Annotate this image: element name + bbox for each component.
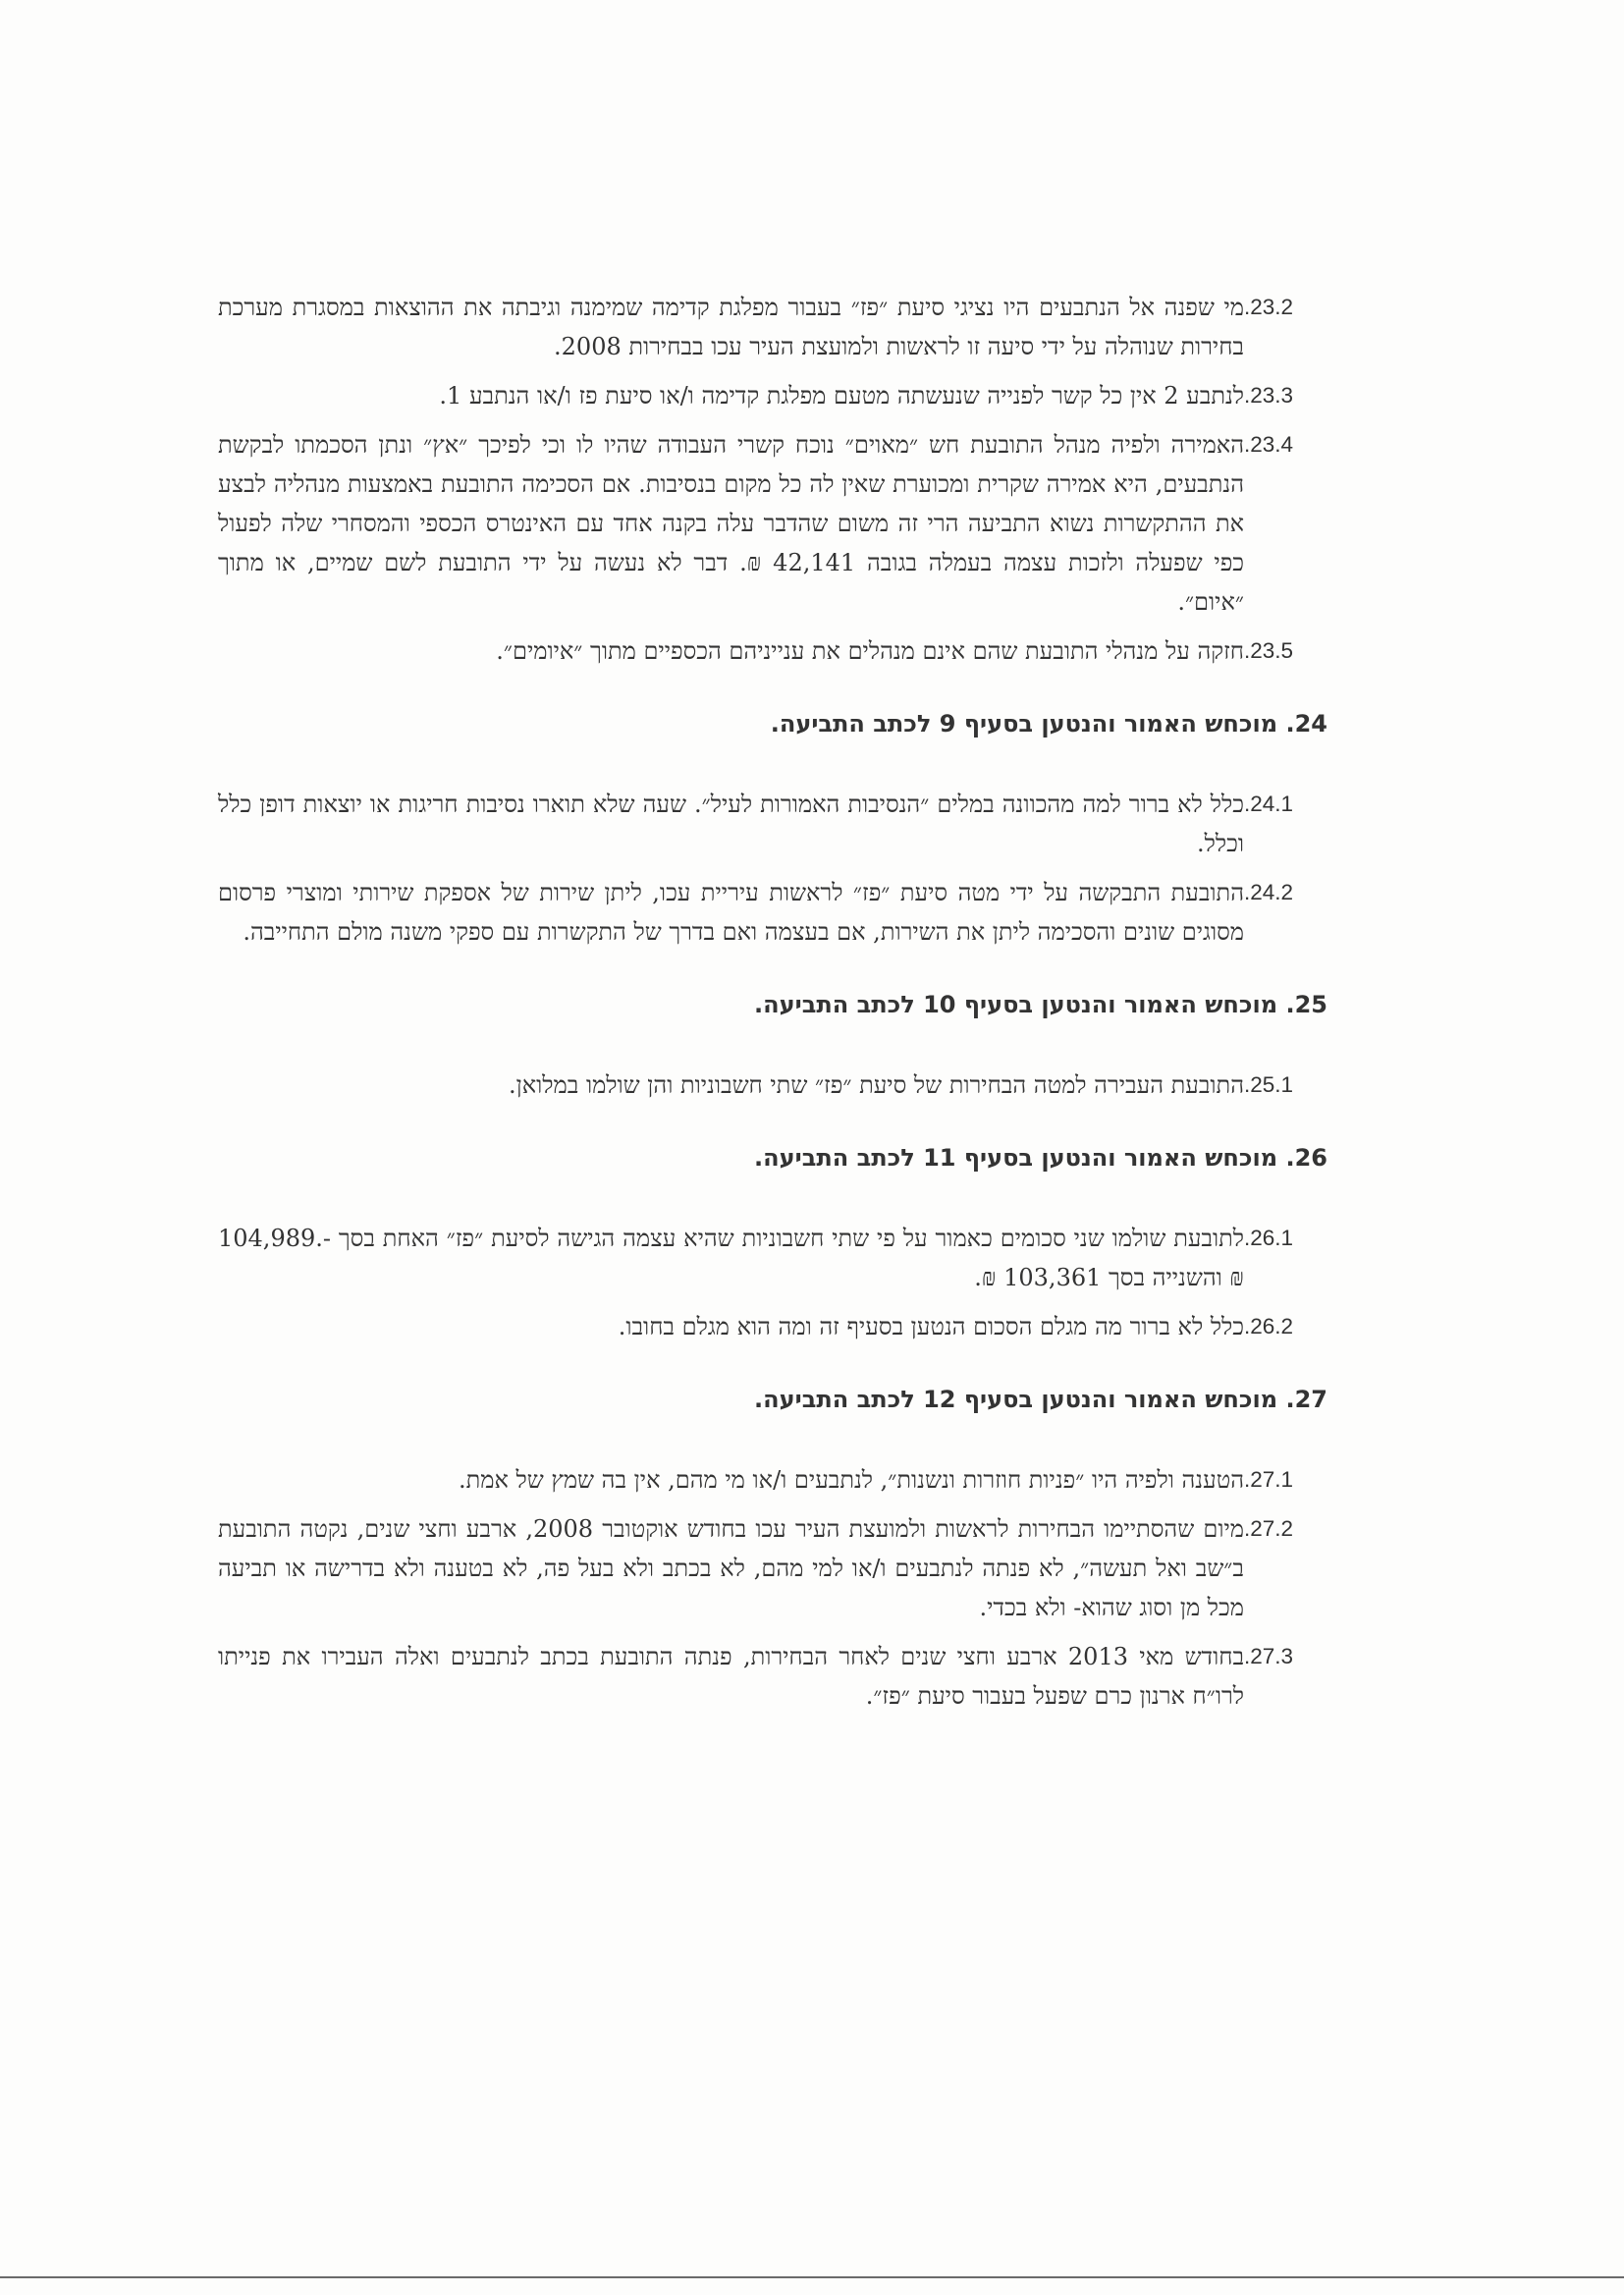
clause-text: התובעת התבקשה על ידי מטה סיעת ״פז״ לראשות עיריית עכו, ליתן שירות של אספקת שירותי ומוצרי פרסום מסוגים שונים והסכימה ליתן את השירות, אם בעצמה ואם בדרך של התקשרות עם ספקי משנה מולם התחייבה. xyxy=(218,879,1244,946)
clause-number: .26.1 xyxy=(1244,1226,1294,1250)
clause-number: .26.2 xyxy=(1244,1314,1294,1339)
section-25-heading: 25. מוכחש האמור והנטען בסעיף 10 לכתב התביעה. xyxy=(754,991,1327,1018)
clause-text: בחודש מאי 2013 ארבע וחצי שנים לאחר הבחירות, פנתה התובעת בכתב לנתבעים ואלה העבירו את פנייתו לרו״ח ארנון כרם שפעל בעבור סיעת ״פז״. xyxy=(218,1643,1245,1710)
clause-text: מיום שהסתיימו הבחירות לראשות ולמועצת העיר עכו בחודש אוקטובר 2008, ארבע וחצי שנים, נקטה התובעת ב״שב ואל תעשה״, לא פנתה לנתבעים ו/או למי מהם, לא בכתב ולא בעל פה, לא בטענה ולא בדרישה או תביעה מכל מן וסוג שהוא- ולא בכדי. xyxy=(218,1515,1244,1621)
clause-23-2 xyxy=(218,288,1327,366)
clause-23-5 xyxy=(218,631,1327,671)
clause-text: מי שפנה אל הנתבעים היו נציגי סיעת ״פז״ בעבור מפלגת קדימה שמימנה וגיבתה את ההוצאות במסגרת מערכת בחירות שנוהלה על ידי סיעה זו לראשות ולמועצת העיר עכו בבחירות 2008. xyxy=(218,294,1244,360)
clause-number: .27.1 xyxy=(1244,1467,1294,1492)
clause-number: .27.2 xyxy=(1244,1516,1294,1541)
clause-text: כלל לא ברור מה מגלם הסכום הנטען בסעיף זה ומה הוא מגלם בחובו. xyxy=(618,1313,1244,1340)
clause-number: .27.3 xyxy=(1244,1644,1294,1668)
clause-24-2 xyxy=(218,873,1327,952)
clause-27-1 xyxy=(218,1460,1327,1500)
clause-23-4 xyxy=(218,425,1327,622)
clause-text: האמירה ולפיה מנהל התובעת חש ״מאוים״ נוכח קשרי העבודה שהיו לו וכי לפיכך ״אץ״ ונתן הסכמתו לבקשת הנתבעים, היא אמירה שקרית ומכוערת שאין לה כל מקום בנסיבות. אם הסכימה התובעת באמצעות מנהליה לבצע את ההתקשרות נשוא התביעה הרי זה משום שהדבר עלה בקנה אחד עם האינטרס הכספי והמסחרי שלה לפעול כפי שפעלה ולזכות עצמה בעמלה בגובה 42,141 ₪. דבר לא נעשה על ידי התובעת לשם שמיים, או מתוך ״איום״. xyxy=(218,431,1244,616)
clause-26-1 xyxy=(218,1219,1327,1297)
clause-25-1 xyxy=(218,1066,1327,1105)
clause-text: הטענה ולפיה היו ״פניות חוזרות ונשנות״, לנתבעים ו/או מי מהם, אין בה שמץ של אמת. xyxy=(458,1466,1244,1494)
clause-23-3 xyxy=(218,376,1327,415)
clause-text: לתובעת שולמו שני סכומים כאמור על פי שתי חשבוניות שהיא עצמה הגישה לסיעת ״פז״ האחת בסך -.104,989 ₪ והשנייה בסך 103,361 ₪. xyxy=(218,1225,1244,1291)
clause-number: .25.1 xyxy=(1244,1072,1294,1097)
clause-number: .24.2 xyxy=(1244,880,1294,904)
clause-number: .24.1 xyxy=(1244,792,1294,816)
document-body xyxy=(218,288,1327,1725)
section-27-heading: 27. מוכחש האמור והנטען בסעיף 12 לכתב התביעה. xyxy=(754,1386,1327,1413)
clause-text: התובעת העבירה למטה הבחירות של סיעת ״פז״ שתי חשבוניות והן שולמו במלואן. xyxy=(509,1071,1244,1099)
clause-number: .23.2 xyxy=(1244,295,1294,319)
clause-27-2 xyxy=(218,1509,1327,1627)
clause-text: לנתבע 2 אין כל קשר לפנייה שנעשתה מטעם מפלגת קדימה ו/או סיעת פז ו/או הנתבע 1. xyxy=(439,382,1244,410)
section-24-heading: 24. מוכחש האמור והנטען בסעיף 9 לכתב התביעה. xyxy=(770,710,1327,738)
clause-number: .23.4 xyxy=(1244,432,1294,457)
clause-24-1 xyxy=(218,785,1327,863)
clause-text: חזקה על מנהלי התובעת שהם אינם מנהלים את ענייניהם הכספיים מתוך ״איומים״. xyxy=(496,637,1244,665)
clause-text: כלל לא ברור למה מהכוונה במלים ״הנסיבות האמורות לעיל״. שעה שלא תוארו נסיבות חריגות או יוצאות דופן כלל וכלל. xyxy=(218,791,1244,857)
page-bottom-rule xyxy=(0,2276,1624,2278)
section-26-heading: 26. מוכחש האמור והנטען בסעיף 11 לכתב התביעה. xyxy=(754,1144,1327,1172)
clause-number: .23.5 xyxy=(1244,638,1294,663)
clause-26-2 xyxy=(218,1307,1327,1346)
clause-27-3 xyxy=(218,1637,1327,1716)
clause-number: .23.3 xyxy=(1244,383,1294,408)
